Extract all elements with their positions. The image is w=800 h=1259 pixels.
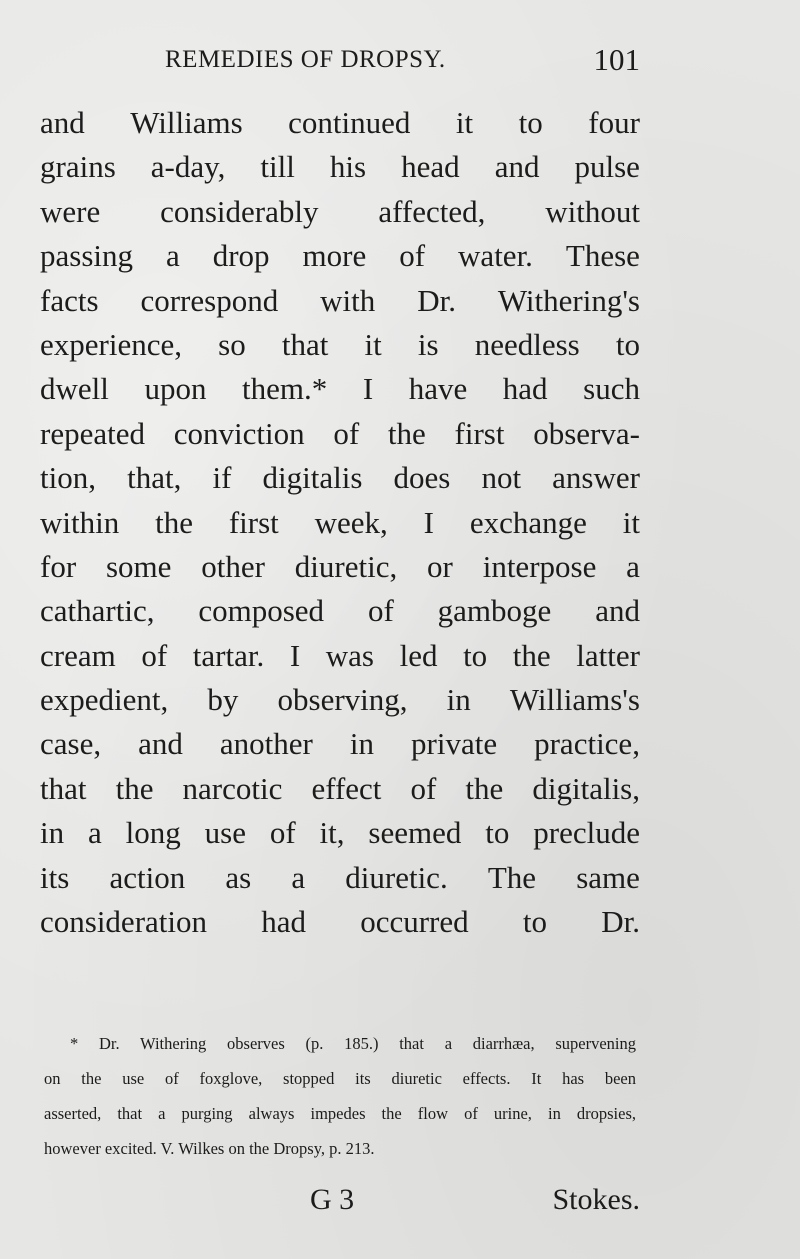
word: it, xyxy=(319,815,345,851)
footnote-line xyxy=(44,1096,636,1131)
word: and xyxy=(595,593,640,629)
word: so xyxy=(218,326,246,362)
word: to xyxy=(615,326,640,362)
word: without xyxy=(545,193,640,229)
word: Dr. xyxy=(417,282,456,318)
word: it xyxy=(364,326,382,362)
word: a xyxy=(165,238,180,274)
word: in xyxy=(349,726,374,762)
word: I xyxy=(423,504,434,540)
running-title: REMEDIES OF DROPSY. xyxy=(165,46,446,73)
word: or xyxy=(427,548,453,584)
word: consideration xyxy=(40,904,208,940)
word: and xyxy=(40,105,85,140)
word: practice, xyxy=(534,726,640,762)
word: them.* xyxy=(242,371,328,407)
word: diuretic, xyxy=(294,548,398,584)
word: case, xyxy=(40,726,102,762)
word: of xyxy=(141,637,168,673)
word: narcotic xyxy=(182,770,283,806)
word: it xyxy=(622,504,640,540)
text-line xyxy=(40,900,640,944)
word: led xyxy=(399,637,438,673)
word: another xyxy=(219,726,313,762)
word: week, xyxy=(314,504,388,540)
word: facts xyxy=(40,282,99,318)
body-text xyxy=(40,101,640,944)
catchword: Stokes. xyxy=(552,1183,640,1216)
word: a xyxy=(291,859,306,895)
text-line xyxy=(40,856,640,900)
footnote-text: * Dr. Withering observes (p. 185.) that a diarrhæa, supervening xyxy=(70,1034,636,1053)
word: had xyxy=(261,904,306,940)
word: passing xyxy=(40,238,133,274)
footnote-line xyxy=(44,1026,636,1061)
word: private xyxy=(411,726,498,762)
footnote-text: however excited. V. Wilkes on the Dropsy, p. 213. xyxy=(44,1139,375,1158)
word: the xyxy=(155,504,193,540)
text-line xyxy=(40,145,640,189)
word: till xyxy=(260,149,295,185)
word: in xyxy=(446,682,471,718)
word: digitalis, xyxy=(532,770,640,806)
word: and xyxy=(138,726,183,762)
word: effect xyxy=(311,770,382,806)
word: long xyxy=(125,815,181,851)
word: I xyxy=(362,371,374,407)
word: its xyxy=(40,859,70,895)
word: for xyxy=(40,548,77,584)
word: digitalis xyxy=(262,460,363,496)
word: cream xyxy=(40,637,116,673)
word: gamboge xyxy=(437,593,552,629)
word: and xyxy=(494,149,540,185)
word: of xyxy=(333,415,360,451)
word: continued xyxy=(288,105,411,140)
word: first xyxy=(228,504,279,540)
word: a xyxy=(626,548,640,584)
word: conviction xyxy=(173,415,305,451)
word: is xyxy=(417,326,439,362)
footnote-text: on the use of foxglove, stopped its diuretic effects. It has been xyxy=(44,1069,636,1088)
word: occurred xyxy=(360,904,469,940)
word: cathartic, xyxy=(40,593,155,629)
word: it xyxy=(455,105,474,140)
text-line xyxy=(40,456,640,500)
text-line xyxy=(40,634,640,678)
word: some xyxy=(105,548,172,584)
word: the xyxy=(387,415,426,451)
signature-mark: G 3 xyxy=(310,1183,355,1216)
word: with xyxy=(320,282,376,318)
word: that xyxy=(281,326,329,362)
word: to xyxy=(485,815,510,851)
word: by xyxy=(207,682,239,718)
text-line xyxy=(40,279,640,323)
word: that xyxy=(40,770,87,806)
word: to xyxy=(522,904,547,940)
word: Dr. xyxy=(601,904,640,940)
word: such xyxy=(583,371,640,407)
running-head xyxy=(40,42,640,82)
word: first xyxy=(454,415,505,451)
word: experience, xyxy=(40,326,182,362)
word: the xyxy=(465,770,504,806)
word: latter xyxy=(576,637,640,673)
word: affected, xyxy=(378,193,486,229)
word: were xyxy=(40,193,101,229)
text-line xyxy=(40,101,640,145)
word: more xyxy=(302,238,367,274)
word: not xyxy=(481,460,522,496)
page-number: 101 xyxy=(593,42,640,77)
word: preclude xyxy=(533,815,640,851)
word: that, xyxy=(127,460,182,496)
text-line xyxy=(40,589,640,633)
footnote-text: asserted, that a purging always impedes the flow of urine, in dropsies, xyxy=(44,1104,636,1123)
word: upon xyxy=(144,371,207,407)
word: composed xyxy=(198,593,325,629)
word: the xyxy=(115,770,154,806)
word: These xyxy=(565,238,640,274)
text-line xyxy=(40,678,640,722)
word: within xyxy=(40,504,120,540)
word: a xyxy=(88,815,102,851)
word: his xyxy=(329,149,367,185)
word: Williams's xyxy=(509,682,640,718)
word: does xyxy=(393,460,451,496)
word: dwell xyxy=(40,371,109,407)
word: exchange xyxy=(469,504,587,540)
text-line xyxy=(40,767,640,811)
word: as xyxy=(225,859,252,895)
word: of xyxy=(410,770,437,806)
text-line xyxy=(40,190,640,234)
text-line xyxy=(40,323,640,367)
word: pulse xyxy=(574,149,640,185)
word: expedient, xyxy=(40,682,169,718)
word: seemed xyxy=(368,815,462,851)
word: I xyxy=(289,637,301,673)
word: action xyxy=(109,859,186,895)
footnote-line xyxy=(44,1061,636,1096)
word: correspond xyxy=(140,282,279,318)
word: use xyxy=(204,815,246,851)
text-line xyxy=(40,545,640,589)
text-line xyxy=(40,722,640,766)
word: had xyxy=(502,371,548,407)
word: head xyxy=(401,149,460,185)
word: The xyxy=(487,859,537,895)
word: tion, xyxy=(40,460,96,496)
word: answer xyxy=(552,460,640,496)
word: of xyxy=(269,815,296,851)
word: to xyxy=(463,637,488,673)
word: observa- xyxy=(533,415,640,451)
word: repeated xyxy=(40,415,145,451)
word: needless xyxy=(474,326,580,362)
word: Williams xyxy=(130,105,243,140)
text-line xyxy=(40,234,640,278)
footnote-line xyxy=(44,1131,636,1166)
word: interpose xyxy=(482,548,597,584)
footnote xyxy=(44,1026,636,1166)
word: of xyxy=(399,238,426,274)
word: the xyxy=(512,637,551,673)
word: if xyxy=(212,460,232,496)
word: other xyxy=(201,548,265,584)
word: Withering's xyxy=(497,282,640,318)
text-line xyxy=(40,412,640,456)
word: grains xyxy=(40,149,116,185)
word: was xyxy=(325,637,374,673)
word: four xyxy=(588,105,640,140)
text-line xyxy=(40,811,640,855)
text-line xyxy=(40,367,640,411)
text-line xyxy=(40,501,640,545)
word: observing, xyxy=(277,682,408,718)
word: water. xyxy=(458,238,533,274)
word: diuretic. xyxy=(345,859,448,895)
word: tartar. xyxy=(192,637,265,673)
word: have xyxy=(408,371,468,407)
word: a-day, xyxy=(150,149,226,185)
word: of xyxy=(367,593,394,629)
word: drop xyxy=(212,238,270,274)
word: to xyxy=(518,105,543,140)
word: considerably xyxy=(160,193,319,229)
word: same xyxy=(576,859,640,895)
word: in xyxy=(40,815,65,851)
